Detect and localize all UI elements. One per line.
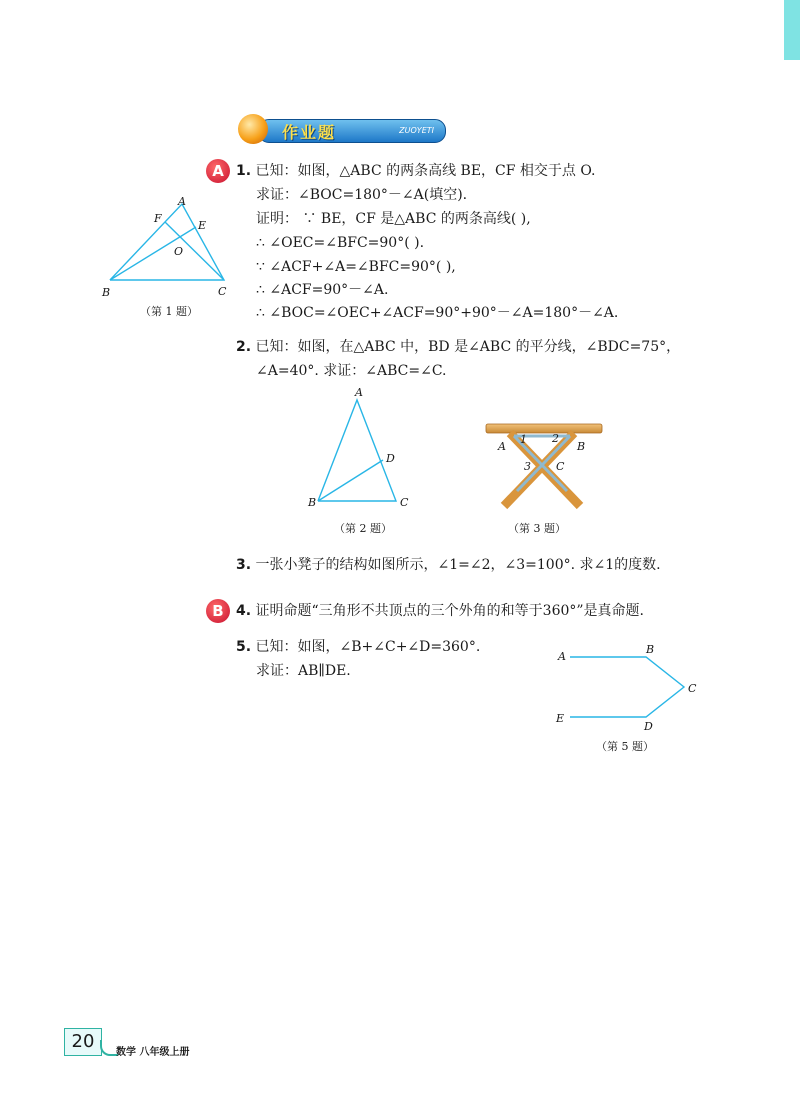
p2-line2: ∠A=40°. 求证：∠ABC=∠C.	[256, 363, 447, 379]
fig1-label-a: A	[178, 195, 186, 208]
fig1-label-c: C	[218, 285, 227, 298]
level-a-badge: A	[206, 159, 230, 183]
fig1-triangle-abc	[110, 204, 224, 280]
edge-tab	[784, 0, 800, 60]
fig1-label-e: E	[198, 219, 207, 232]
fig5-caption: （第 5 题）	[596, 740, 654, 753]
p5-given: 已知：如图，∠B+∠C+∠D=360°.	[255, 639, 481, 655]
fig3-label-a: A	[498, 440, 506, 453]
p1-line3: 证明： ∵ BE，CF 是△ABC 的两条高线( ),	[256, 211, 531, 227]
fig1-label-f: F	[154, 212, 162, 225]
p5-number: 5.	[236, 639, 252, 655]
fig3-label-2: 2	[552, 432, 559, 445]
banner-subtitle: ZUOYETI	[399, 126, 434, 135]
fig3-label-c: C	[556, 460, 565, 473]
figure-1-triangle	[98, 192, 238, 300]
orange-ball-icon	[238, 114, 268, 144]
fig2-bisector-bd	[318, 460, 383, 501]
p1-given: 已知：如图，△ABC 的两条高线 BE，CF 相交于点 O.	[255, 163, 596, 179]
p1-number: 1.	[236, 163, 252, 179]
p1-line6: ∴ ∠ACF=90°－∠A.	[256, 282, 389, 298]
p1-line7: ∴ ∠BOC=∠OEC+∠ACF=90°+90°－∠A=180°－∠A.	[256, 305, 619, 321]
fig2-triangle-abc	[318, 400, 396, 501]
fig5-label-c: C	[688, 682, 697, 695]
page-number: 20	[64, 1028, 102, 1056]
fig2-caption: （第 2 题）	[334, 522, 392, 535]
p4-line	[236, 602, 644, 620]
p2-line1	[236, 338, 680, 356]
section-banner	[236, 112, 446, 148]
fig2-label-a: A	[355, 386, 363, 399]
fig3-caption: （第 3 题）	[508, 522, 566, 535]
p4-number: 4.	[236, 603, 252, 619]
fig3-label-1: 1	[520, 433, 527, 446]
p5-line2: 求证：AB∥DE.	[256, 663, 351, 679]
fig3-label-b: B	[577, 440, 586, 453]
figure-5-polyline	[550, 640, 710, 736]
fig2-label-c: C	[400, 496, 409, 509]
p2-number: 2.	[236, 339, 252, 355]
fig2-label-b: B	[308, 496, 317, 509]
fig5-label-b: B	[646, 643, 655, 656]
fig5-label-e: E	[556, 712, 565, 725]
p1-line4: ∴ ∠OEC=∠BFC=90°( ).	[256, 235, 425, 251]
p1-line2: 求证：∠BOC=180°－∠A(填空).	[256, 187, 468, 203]
fig5-polyline-abcde	[570, 657, 684, 717]
fig5-label-d: D	[644, 720, 653, 733]
fig1-label-o: O	[174, 245, 184, 258]
figure-2-triangle	[300, 383, 420, 513]
p5-line1	[236, 638, 480, 656]
p1-line5: ∵ ∠ACF+∠A=∠BFC=90°( ),	[256, 259, 456, 275]
fig5-label-a: A	[558, 650, 566, 663]
p1-line1	[236, 162, 596, 180]
footer-book-title: 数学 八年级上册	[116, 1047, 190, 1058]
fig1-caption: （第 1 题）	[140, 305, 198, 318]
fig3-label-3: 3	[524, 460, 531, 473]
p3-text: 一张小凳子的结构如图所示，∠1=∠2，∠3=100°. 求∠1的度数.	[255, 557, 661, 573]
p3-number: 3.	[236, 557, 252, 573]
fig2-label-d: D	[386, 452, 395, 465]
banner-title: 作业题	[282, 123, 337, 142]
stool-seat	[486, 424, 602, 433]
p3-line	[236, 556, 661, 574]
p4-text: 证明命题“三角形不共顶点的三个外角的和等于360°”是真命题.	[255, 603, 645, 619]
p2-given: 已知：如图，在△ABC 中，BD 是∠ABC 的平分线，∠BDC=75°，	[255, 339, 681, 355]
figure-3-stool	[482, 418, 604, 514]
level-b-badge: B	[206, 599, 230, 623]
fig1-label-b: B	[102, 286, 111, 299]
